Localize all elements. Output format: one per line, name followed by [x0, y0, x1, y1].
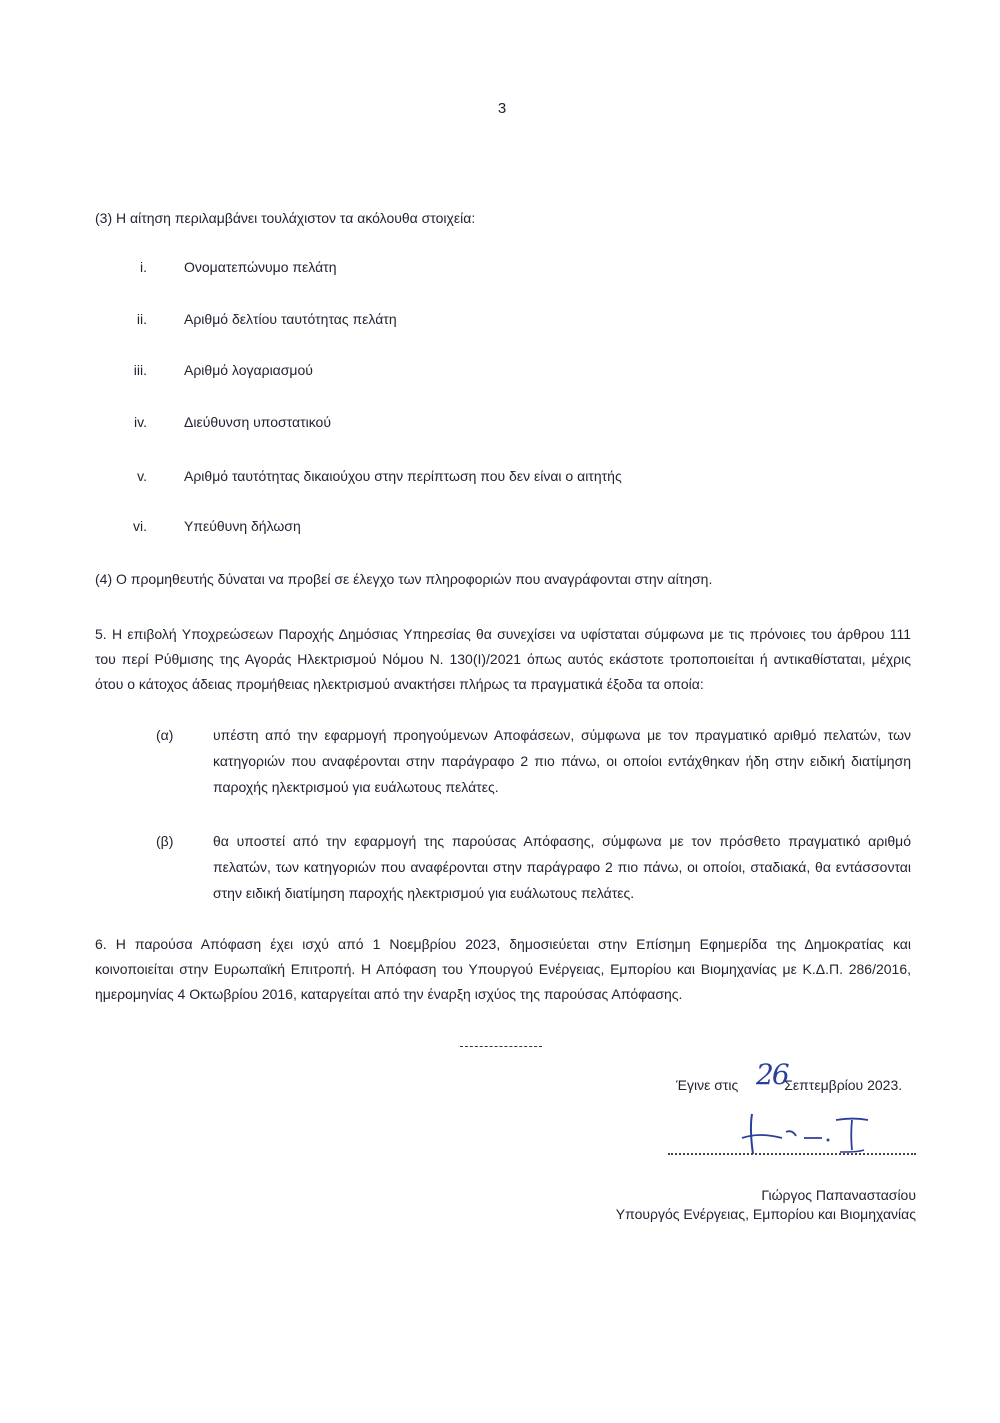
handwritten-day: 26 — [756, 1058, 788, 1091]
signed-date — [676, 1077, 902, 1093]
signed-prefix: Έγινε στις — [676, 1077, 739, 1093]
sub-text: θα υποστεί από την εφαρμογή της παρούσας Απόφασης, σύμφωνα με τον πρόσθετο πραγματικό αριθμό πελατών, των κατηγοριών που αναφέρονται στην παράγραφο 2 πιο πάνω, οι οποίοι, σταδιακά, θα εντάσσονται στην ειδική διατίμηση παροχής ηλεκτρισμού για ευάλωτους πελάτες. — [213, 833, 911, 901]
list-item-number: vi. — [133, 518, 147, 534]
para4: (4) Ο προμηθευτής δύναται να προβεί σε έλεγχο των πληροφοριών που αναγράφονται στην αίτηση. — [95, 571, 713, 587]
signatory — [616, 1186, 916, 1224]
signatory-name: Γιώργος Παπαναστασίου — [761, 1187, 916, 1203]
list-item-number: v. — [137, 468, 147, 484]
list-item-text: Αριθμό δελτίου ταυτότητας πελάτη — [184, 311, 397, 327]
sub-label: (β) — [156, 833, 174, 849]
sub-text: υπέστη από την εφαρμογή προηγούμενων Αποφάσεων, σύμφωνα με τον πραγματικό αριθμό πελατών, των κατηγοριών που αναφέρονται στην παράγραφο 2 πιο πάνω, οι οποίοι εντάχθηκαν ήδη στην ειδική διατίμηση παροχής ηλεκτρισμού για ευάλωτους πελάτες. — [213, 727, 911, 795]
signatory-title: Υπουργός Ενέργειας, Εμπορίου και Βιομηχανίας — [615, 1206, 916, 1222]
list-item-number: ii. — [136, 311, 147, 327]
list-item-text: Αριθμό ταυτότητας δικαιούχου στην περίπτωση που δεν είναι ο αιτητής — [184, 468, 622, 484]
list-item-number: iv. — [134, 414, 147, 430]
list-item-text: Υπεύθυνη δήλωση — [184, 518, 301, 534]
signed-suffix: Σεπτεμβρίου 2023. — [784, 1077, 903, 1093]
page-number: 3 — [497, 100, 507, 117]
signature-line — [668, 1153, 916, 1155]
separator-line — [460, 1046, 542, 1047]
list-item-text: Αριθμό λογαριασμού — [184, 362, 313, 378]
list-item-text: Διεύθυνση υποστατικού — [184, 414, 331, 430]
list-item-number: iii. — [133, 362, 147, 378]
list-item-text: Ονοματεπώνυμο πελάτη — [184, 259, 337, 275]
para6: 6. Η παρούσα Απόφαση έχει ισχύ από 1 Νοεμβρίου 2023, δημοσιεύεται στην Επίσημη Εφημερίδα της Δημοκρατίας και κοινοποιείται στην Ευρωπαϊκή Επιτροπή. Η Απόφαση του Υπουργού Ενέργειας, Εμπορίου και Βιομηχανίας με Κ.Δ.Π. 286/2016, ημερομηνίας 4 Οκτωβρίου 2016, καταργείται από την έναρξη ισχύος της παρούσας Απόφασης. — [95, 936, 911, 1002]
para5-text: 5. Η επιβολή Υποχρεώσεων Παροχής Δημόσιας Υπηρεσίας θα συνεχίσει να υφίσταται σύμφωνα με τις πρόνοιες του άρθρου 111 του περί Ρύθμισης της Αγοράς Ηλεκτρισμού Νόμου Ν. 130(Ι)/2021 όπως αυτός εκάστοτε τροποποιείται ή αντικαθίσταται, μέχρις ότου ο κάτοχος άδειας προμήθειας ηλεκτρισμού ανακτήσει πλήρως τα πραγματικά έξοδα τα οποία: — [95, 626, 911, 692]
sub-label: (α) — [156, 727, 174, 743]
para3-intro: (3) Η αίτηση περιλαμβάνει τουλάχιστον τα ακόλουθα στοιχεία: — [95, 210, 476, 226]
list-item-number: i. — [140, 259, 147, 275]
